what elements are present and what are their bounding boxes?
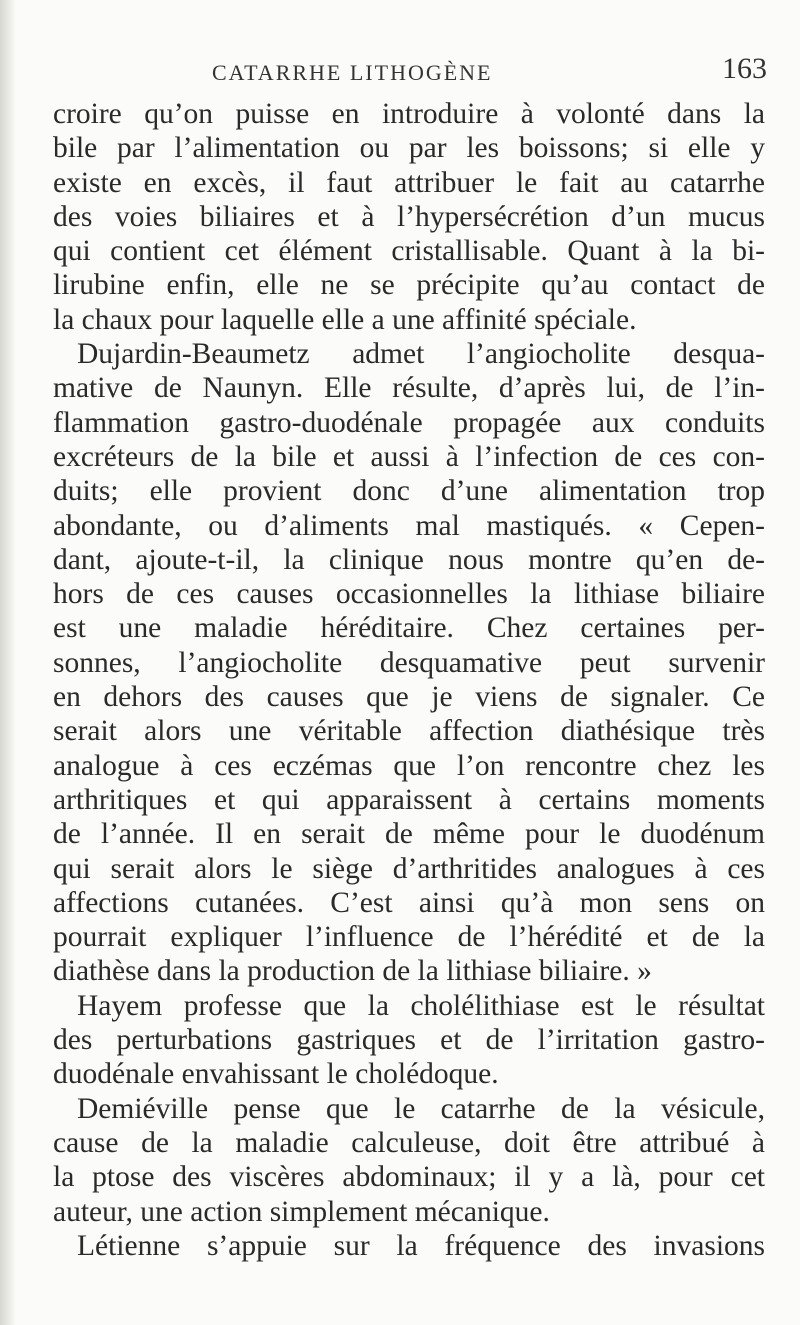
text-line: affections cutanées. C’est ainsi qu’à mon sens on [53, 886, 765, 919]
text-line: la chaux pour laquelle elle a une affinité spéciale. [53, 303, 637, 336]
text-line: bile par l’alimentation ou par les boissons; si elle y [53, 132, 765, 165]
text-line: duodénale envahissant le cholédoque. [53, 1058, 499, 1091]
text-line: des perturbations gastriques et de l’irritation gastro- [53, 1024, 765, 1057]
text-line: dant, ajoute-t-il, la clinique nous montre qu’en de- [53, 543, 765, 576]
text-line: en dehors des causes que je viens de signaler. Ce [53, 681, 765, 714]
text-line: la ptose des viscères abdominaux; il y a là, pour cet [53, 1161, 765, 1194]
text-line: arthritiques et qui apparaissent à certains moments [53, 783, 765, 816]
text-line: mative de Naunyn. Elle résulte, d’après lui, de l’in- [53, 372, 765, 405]
text-line: abondante, ou d’aliments mal mastiqués. « Cepen- [53, 509, 765, 542]
text-line: duits; elle provient donc d’une alimentation trop [53, 475, 765, 508]
text-line: flammation gastro-duodénale propagée aux conduits [53, 406, 765, 439]
text-line: diathèse dans la production de la lithiase biliaire. » [53, 955, 652, 988]
paragraph-first-line: Demiéville pense que le catarrhe de la vésicule, [77, 1092, 765, 1125]
paragraph-first-line: Létienne s’appuie sur la fréquence des invasions [77, 1229, 765, 1262]
body-text [53, 97, 765, 1263]
running-title: CATARRHE LITHOGÈNE [212, 60, 493, 85]
paragraph-first-line: Hayem professe que la cholélithiase est le résultat [77, 989, 765, 1022]
text-line: hors de ces causes occasionnelles la lithiase biliaire [53, 578, 765, 611]
text-line: pourrait expliquer l’influence de l’hérédité et de la [53, 921, 765, 954]
text-line: lirubine enfin, elle ne se précipite qu’au contact de [53, 269, 765, 302]
text-line: cause de la maladie calculeuse, doit être attribué à [53, 1126, 765, 1159]
text-line: excréteurs de la bile et aussi à l’infection de ces con- [53, 440, 765, 473]
page-number: 163 [722, 52, 767, 85]
text-line: qui contient cet élément cristallisable. Quant à la bi- [53, 235, 765, 268]
text-line: des voies biliaires et à l’hypersécrétion d’un mucus [53, 200, 765, 233]
text-line: auteur, une action simplement mécanique. [53, 1195, 550, 1228]
text-line: analogue à ces eczémas que l’on rencontre chez les [53, 749, 765, 782]
page-header [0, 52, 800, 92]
text-line: existe en excès, il faut attribuer le fait au catarrhe [53, 166, 765, 199]
text-line: est une maladie héréditaire. Chez certaines per- [53, 612, 765, 645]
text-line: serait alors une véritable affection diathésique très [53, 715, 765, 748]
text-line: de l’année. Il en serait de même pour le duodénum [53, 818, 765, 851]
text-line: sonnes, l’angiocholite desquamative peut survenir [53, 646, 765, 679]
paragraph-first-line: Dujardin-Beaumetz admet l’angiocholite desqua- [77, 338, 765, 371]
book-binding-edge [0, 0, 16, 1325]
text-line: croire qu’on puisse en introduire à volonté dans la [53, 98, 765, 130]
text-line: qui serait alors le siège d’arthritides analogues à ces [53, 852, 765, 885]
